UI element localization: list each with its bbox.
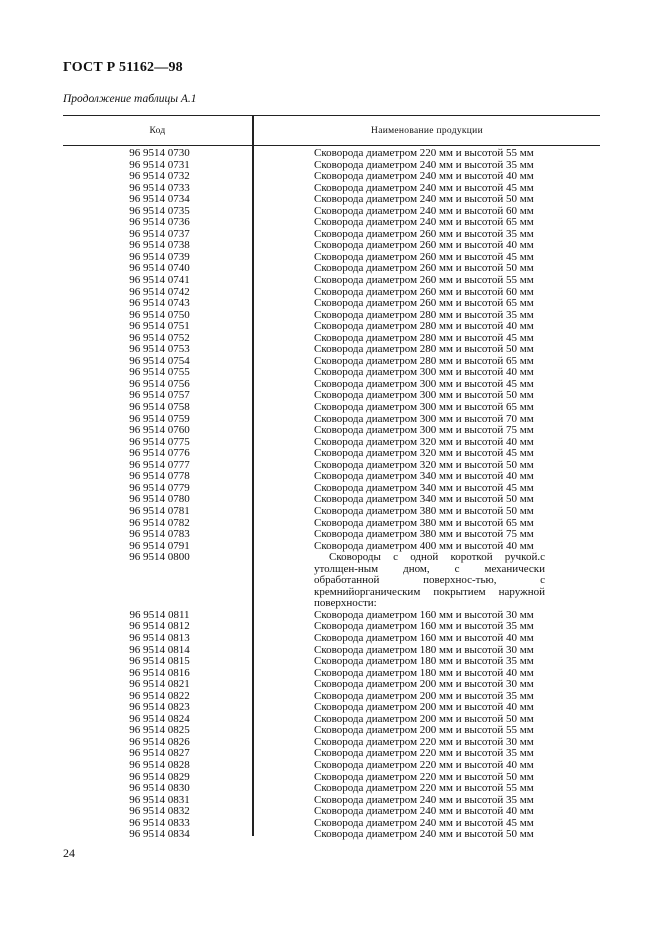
table-row (63, 194, 600, 206)
product-code: 96 9514 0756 (129, 377, 190, 390)
product-name: Сковорода диаметром 160 мм и высотой 30 мм (314, 608, 534, 621)
product-code: 96 9514 0742 (129, 285, 190, 298)
product-name: Сковорода диаметром 220 мм и высотой 30 мм (314, 735, 534, 748)
product-name: Сковорода диаметром 240 мм и высотой 40 мм (314, 805, 534, 818)
product-code: 96 9514 0754 (129, 354, 190, 367)
product-code: 96 9514 0755 (129, 366, 190, 379)
product-name: Сковорода диаметром 180 мм и высотой 40 мм (314, 666, 534, 679)
product-code: 96 9514 0753 (129, 343, 190, 356)
column-header-code: Код (149, 126, 166, 136)
product-name: Сковорода диаметром 260 мм и высотой 50 мм (314, 262, 534, 275)
product-name: Сковорода диаметром 200 мм и высотой 35 мм (314, 689, 534, 702)
product-code: 96 9514 0814 (129, 643, 190, 656)
table-row (63, 806, 600, 818)
document-title: ГОСТ Р 51162—98 (63, 60, 183, 75)
product-name: Сковорода диаметром 200 мм и высотой 55 мм (314, 724, 534, 737)
product-code: 96 9514 0780 (129, 493, 190, 506)
product-name: Сковорода диаметром 260 мм и высотой 65 мм (314, 297, 534, 310)
product-code: 96 9514 0740 (129, 262, 190, 275)
product-code: 96 9514 0751 (129, 320, 190, 333)
product-name: Сковорода диаметром 180 мм и высотой 30 мм (314, 643, 534, 656)
product-name: Сковорода диаметром 240 мм и высотой 65 мм (314, 216, 534, 229)
product-code: 96 9514 0828 (129, 758, 190, 771)
table-row (63, 829, 600, 841)
product-code: 96 9514 0821 (129, 678, 190, 691)
product-code: 96 9514 0732 (129, 170, 190, 183)
table-row (63, 148, 600, 160)
product-name: Сковорода диаметром 260 мм и высотой 55 мм (314, 274, 534, 287)
product-name: Сковорода диаметром 300 мм и высотой 40 мм (314, 366, 534, 379)
product-code: 96 9514 0811 (129, 608, 190, 621)
product-code: 96 9514 0781 (129, 504, 190, 517)
product-name: Сковорода диаметром 380 мм и высотой 65 мм (314, 516, 534, 529)
table-row (63, 171, 600, 183)
product-name: Сковорода диаметром 220 мм и высотой 55 мм (314, 147, 534, 159)
product-name: Сковорода диаметром 260 мм и высотой 35 мм (314, 227, 534, 240)
product-name: Сковорода диаметром 300 мм и высотой 65 мм (314, 401, 534, 414)
product-code: 96 9514 0834 (129, 828, 190, 841)
table-row (63, 298, 600, 310)
product-code: 96 9514 0757 (129, 389, 190, 402)
product-name: Сковорода диаметром 240 мм и высотой 35 мм (314, 793, 534, 806)
table-row (63, 529, 600, 541)
product-name: Сковорода диаметром 280 мм и высотой 40 мм (314, 320, 534, 333)
product-code: 96 9514 0816 (129, 666, 190, 679)
product-code: 96 9514 0829 (129, 770, 190, 783)
product-code: 96 9514 0830 (129, 782, 190, 795)
product-code: 96 9514 0783 (129, 528, 190, 541)
product-code: 96 9514 0825 (129, 724, 190, 737)
table-row (63, 760, 600, 772)
table-top-rule (63, 115, 600, 116)
product-name: Сковорода диаметром 300 мм и высотой 75 мм (314, 424, 534, 437)
product-code: 96 9514 0730 (129, 147, 190, 159)
product-name: Сковорода диаметром 400 мм и высотой 40 мм (314, 539, 534, 552)
product-name: Сковорода диаметром 160 мм и высотой 35 мм (314, 620, 534, 633)
product-name: Сковорода диаметром 380 мм и высотой 75 мм (314, 528, 534, 541)
table-body (63, 148, 600, 841)
product-name: Сковорода диаметром 240 мм и высотой 35 мм (314, 158, 534, 171)
table-row (63, 656, 600, 668)
table-row (63, 275, 600, 287)
product-name: Сковорода диаметром 260 мм и высотой 45 мм (314, 250, 534, 263)
product-code: 96 9514 0731 (129, 158, 190, 171)
product-code: 96 9514 0777 (129, 458, 190, 471)
product-name: Сковорода диаметром 320 мм и высотой 50 мм (314, 458, 534, 471)
product-code: 96 9514 0779 (129, 481, 190, 494)
product-code: 96 9514 0823 (129, 701, 190, 714)
product-code: 96 9514 0750 (129, 308, 190, 321)
product-name: Сковорода диаметром 180 мм и высотой 35 мм (314, 655, 534, 668)
product-name: Сковорода диаметром 200 мм и высотой 30 мм (314, 678, 534, 691)
product-code: 96 9514 0735 (129, 204, 190, 217)
product-name: Сковорода диаметром 300 мм и высотой 70 мм (314, 412, 534, 425)
product-code: 96 9514 0827 (129, 747, 190, 760)
table-row (63, 506, 600, 518)
product-code: 96 9514 0791 (129, 539, 190, 552)
product-name: Сковорода диаметром 280 мм и высотой 65 мм (314, 354, 534, 367)
product-name: Сковорода диаметром 200 мм и высотой 50 мм (314, 712, 534, 725)
product-name: Сковорода диаметром 240 мм и высотой 50 мм (314, 193, 534, 206)
product-code: 96 9514 0833 (129, 816, 190, 829)
product-code: 96 9514 0832 (129, 805, 190, 818)
product-name: Сковорода диаметром 300 мм и высотой 50 мм (314, 389, 534, 402)
product-code: 96 9514 0738 (129, 239, 190, 252)
product-code: 96 9514 0824 (129, 712, 190, 725)
product-name: Сковорода диаметром 280 мм и высотой 45 мм (314, 331, 534, 344)
product-name: Сковорода диаметром 300 мм и высотой 45 мм (314, 377, 534, 390)
product-name: Сковорода диаметром 160 мм и высотой 40 мм (314, 631, 534, 644)
product-code: 96 9514 0752 (129, 331, 190, 344)
product-code: 96 9514 0760 (129, 424, 190, 437)
page-number: 24 (63, 846, 75, 860)
table-row (63, 425, 600, 437)
product-code: 96 9514 0758 (129, 401, 190, 414)
product-name: Сковорода диаметром 320 мм и высотой 40 мм (314, 435, 534, 448)
product-name: Сковорода диаметром 220 мм и высотой 55 мм (314, 782, 534, 795)
table-row (63, 783, 600, 795)
product-name: Сковорода диаметром 340 мм и высотой 40 мм (314, 470, 534, 483)
product-code: 96 9514 0759 (129, 412, 190, 425)
product-name: Сковорода диаметром 240 мм и высотой 45 мм (314, 181, 534, 194)
product-name: Сковорода диаметром 220 мм и высотой 40 мм (314, 758, 534, 771)
product-name: Сковорода диаметром 280 мм и высотой 50 мм (314, 343, 534, 356)
product-code: 96 9514 0734 (129, 193, 190, 206)
product-code: 96 9514 0776 (129, 447, 190, 460)
product-code: 96 9514 0733 (129, 181, 190, 194)
product-name: Сковорода диаметром 240 мм и высотой 40 мм (314, 170, 534, 183)
product-code: 96 9514 0826 (129, 735, 190, 748)
product-code: 96 9514 0778 (129, 470, 190, 483)
product-code: 96 9514 0782 (129, 516, 190, 529)
product-name: Сковорода диаметром 280 мм и высотой 35 мм (314, 308, 534, 321)
product-code: 96 9514 0815 (129, 655, 190, 668)
table-caption: Продолжение таблицы А.1 (63, 93, 197, 105)
table-row (63, 679, 600, 691)
table-row (63, 633, 600, 645)
product-code: 96 9514 0812 (129, 620, 190, 633)
table-row (63, 552, 600, 610)
product-name: Сковорода диаметром 320 мм и высотой 45 мм (314, 447, 534, 460)
product-code: 96 9514 0775 (129, 435, 190, 448)
product-code: 96 9514 0737 (129, 227, 190, 240)
product-code: 96 9514 0741 (129, 274, 190, 287)
product-code: 96 9514 0739 (129, 250, 190, 263)
product-name: Сковорода диаметром 220 мм и высотой 35 мм (314, 747, 534, 760)
product-code: 96 9514 0800 (129, 551, 190, 564)
product-name: Сковорода диаметром 200 мм и высотой 40 мм (314, 701, 534, 714)
product-code: 96 9514 0736 (129, 216, 190, 229)
product-name: Сковорода диаметром 340 мм и высотой 45 мм (314, 481, 534, 494)
table-row (63, 402, 600, 414)
product-code: 96 9514 0743 (129, 297, 190, 310)
product-name: Сковорода диаметром 260 мм и высотой 60 мм (314, 285, 534, 298)
product-code: 96 9514 0813 (129, 631, 190, 644)
table-header-rule (63, 145, 600, 146)
product-name: Сковорода диаметром 260 мм и высотой 40 мм (314, 239, 534, 252)
column-header-product-name: Наименование продукции (371, 126, 483, 136)
product-name: Сковорода диаметром 380 мм и высотой 50 мм (314, 504, 534, 517)
product-code: 96 9514 0822 (129, 689, 190, 702)
product-name: Сковорода диаметром 240 мм и высотой 45 мм (314, 816, 534, 829)
product-code: 96 9514 0831 (129, 793, 190, 806)
product-name: Сковороды с одной короткой ручкой.с утолщен-ным дном, с механически обработанной поверхнос-тью, с кремнийорганическим покрытием наружной поверхности: (314, 551, 545, 610)
product-name: Сковорода диаметром 220 мм и высотой 50 мм (314, 770, 534, 783)
product-name: Сковорода диаметром 340 мм и высотой 50 мм (314, 493, 534, 506)
product-name: Сковорода диаметром 240 мм и высотой 60 мм (314, 204, 534, 217)
product-name: Сковорода диаметром 240 мм и высотой 50 мм (314, 828, 534, 841)
